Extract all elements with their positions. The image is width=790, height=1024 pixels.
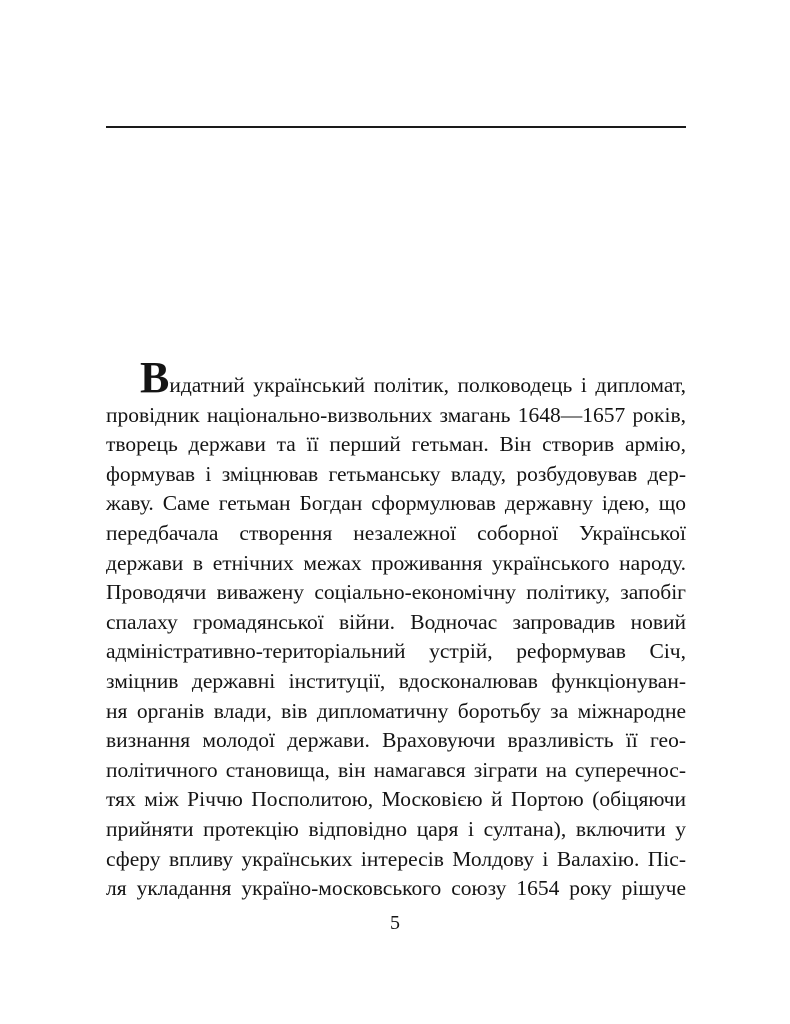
body-paragraph [106, 353, 686, 904]
paragraph-line: держави в етнічних межах проживання українського народу. [106, 550, 686, 575]
paragraph-line: ня органів влади, вів дипломатичну боротьбу за міжнародне [106, 698, 686, 723]
paragraph-line: зміцнив державні інституції, вдосконалював функціонуван- [106, 668, 686, 693]
paragraph-line: спалаху громадянської війни. Водночас запровадив новий [106, 609, 686, 634]
paragraph-line: тях між Річчю Посполитою, Московією й Портою (обіцяючи [106, 787, 686, 812]
paragraph-line: прийняти протекцію відповідно царя і султана), включити у [106, 816, 686, 841]
line-text: идатний український політик, полководець і дипломат, [169, 373, 686, 397]
page-number: 5 [390, 912, 400, 934]
paragraph-line: жаву. Саме гетьман Богдан сформулював державну ідею, що [106, 491, 686, 516]
paragraph-line: провідник національно-визвольних змагань 1648—1657 років, [106, 402, 686, 427]
paragraph-line: адміністративно-територіальний устрій, реформував Січ, [106, 639, 686, 664]
drop-initial: В [140, 353, 170, 402]
paragraph-line: ля укладання україно-московського союзу 1654 року рішуче [106, 876, 686, 901]
paragraph-line: сферу впливу українських інтересів Молдову і Валахію. Піс- [106, 846, 686, 871]
paragraph-line: творець держави та її перший гетьман. Він створив армію, [106, 432, 686, 457]
paragraph-line: визнання молодої держави. Враховуючи вразливість її гео- [106, 728, 686, 753]
paragraph-line: передбачала створення незалежної соборної Української [106, 520, 686, 545]
top-horizontal-rule [106, 126, 686, 128]
paragraph-line: Проводячи виважену соціально-економічну політику, запобіг [106, 580, 686, 605]
paragraph-line: формував і зміцнював гетьманську владу, розбудовував дер- [106, 461, 686, 486]
paragraph-line: політичного становища, він намагався зіграти на суперечнос- [106, 757, 686, 782]
paragraph-line [106, 353, 686, 402]
